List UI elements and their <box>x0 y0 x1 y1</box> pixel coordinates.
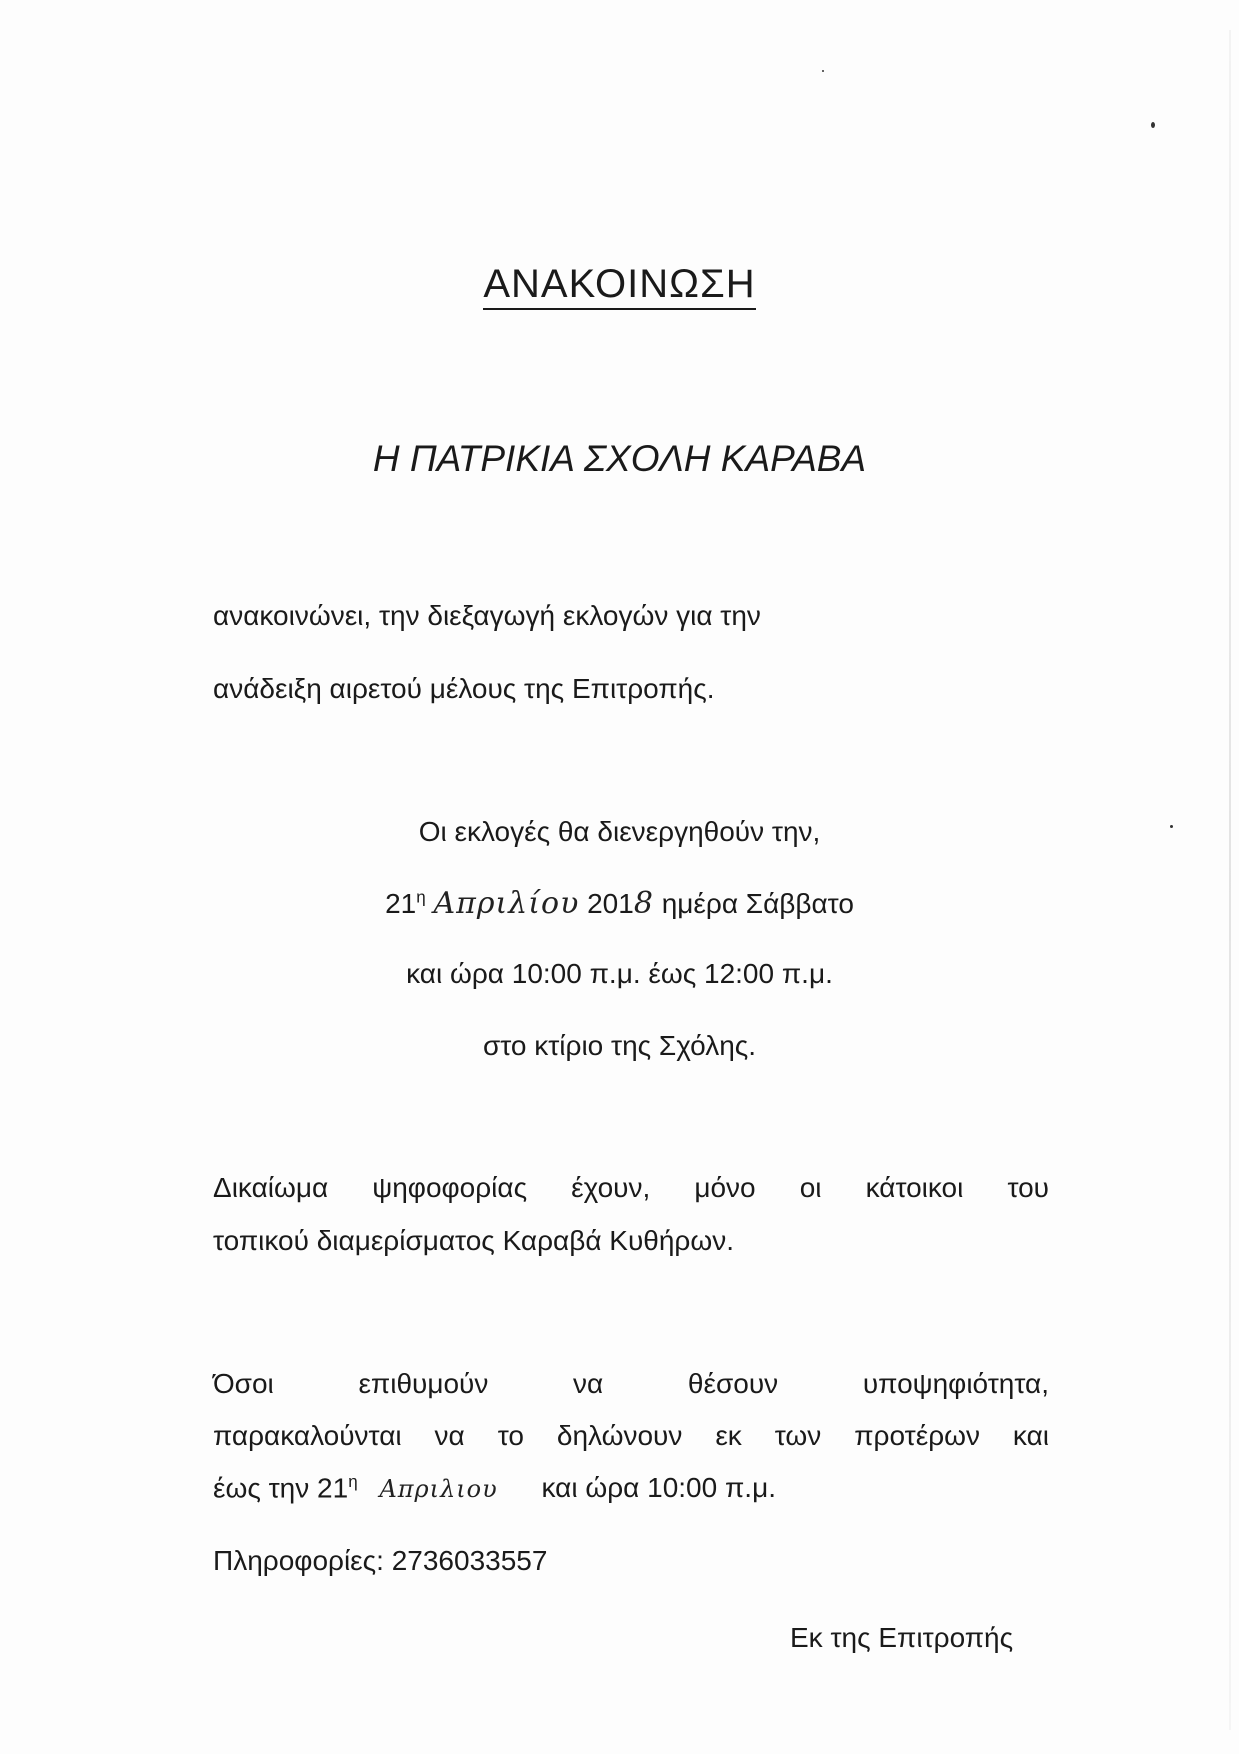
election-line-1: Οι εκλογές θα διενεργηθούν την, <box>418 816 821 847</box>
info-phone: Πληροφορίες: 2736033557 <box>213 1545 548 1576</box>
candidates-line-3 <box>213 1472 776 1504</box>
handwritten-deadline-month: Απριλιου <box>379 1475 498 1504</box>
announcement-title <box>0 262 1239 307</box>
voting-rights-line-2: τοπικού διαμερίσματος Καραβά Κυθήρων. <box>213 1225 734 1256</box>
handwritten-year-digit: 8 <box>633 886 654 921</box>
signature-line: Εκ της Επιτροπής <box>790 1622 1014 1653</box>
intro-line-2: ανάδειξη αιρετού μέλους της Επιτροπής. <box>213 673 715 704</box>
election-weekday: ημέρα Σάββατο <box>661 888 854 919</box>
candidates-line-2: παρακαλούνται να το δηλώνουν εκ των προτέρων και <box>213 1420 1049 1451</box>
candidates-deadline-prefix: έως την 21 <box>213 1472 349 1504</box>
election-date-line <box>0 886 1239 921</box>
election-year-printed: 201 <box>587 888 634 919</box>
election-place-line: στο κτίριο της Σχόλης. <box>482 1030 757 1061</box>
election-day-number: 21 <box>385 888 417 919</box>
candidates-deadline-suffix: η <box>348 1472 358 1491</box>
election-time-line: και ώρα 10:00 π.μ. έως 12:00 π.μ. <box>406 958 833 989</box>
scan-speck <box>1151 122 1155 128</box>
announcement-title-text: ΑΝΑΚΟΙΝΩΣΗ <box>483 262 755 310</box>
voting-rights-line-1: Δικαίωμα ψηφοφορίας έχουν, μόνο οι κάτοικοι του <box>213 1172 1049 1203</box>
election-day-suffix: η <box>416 887 426 907</box>
candidates-deadline-time: και ώρα 10:00 π.μ. <box>541 1472 776 1504</box>
school-name: Η ΠΑΤΡΙΚΙΑ ΣΧΟΛΗ ΚΑΡΑΒΑ <box>372 438 867 479</box>
handwritten-month: Απριλίου <box>433 886 580 921</box>
scan-speck <box>822 70 824 72</box>
intro-line-1: ανακοινώνει, την διεξαγωγή εκλογών για την <box>213 600 761 631</box>
candidates-line-1: Όσοι επιθυμούν να θέσουν υποψηφιότητα, <box>213 1368 1049 1399</box>
